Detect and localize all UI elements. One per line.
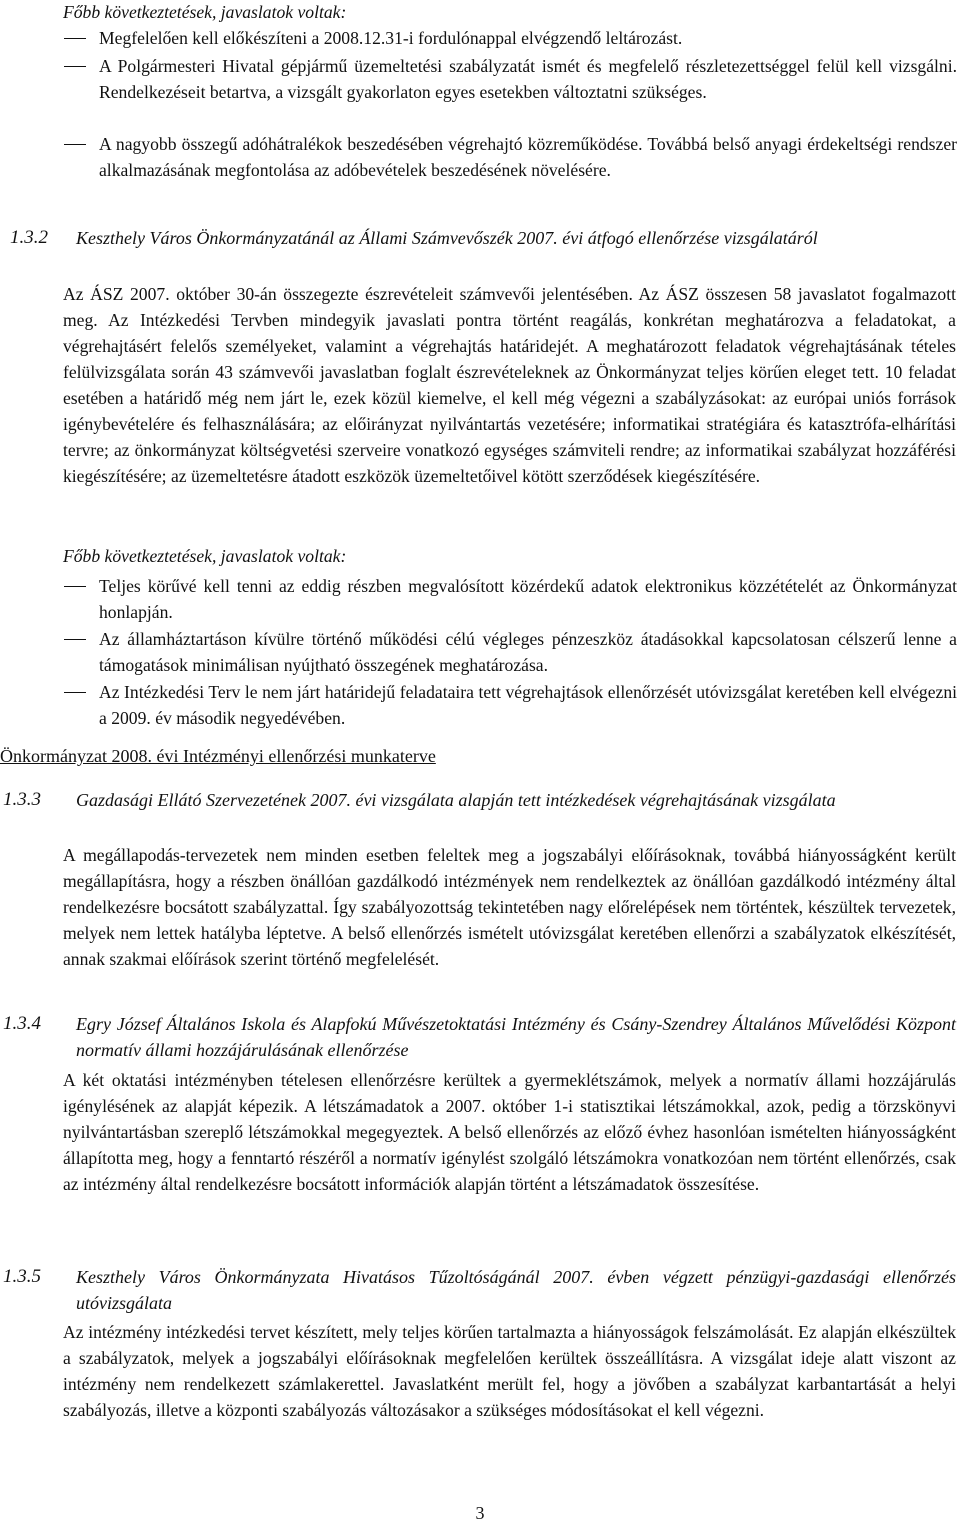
list-item-text: A nagyobb összegű adóhátralékok beszedésében végrehajtó közreműködése. Továbbá belső anyagi érdekeltségi rendszer alkalmazásának megfontolása az adóbevételek beszedésének növelésére. [99, 134, 957, 180]
list-item-text: Az Intézkedési Terv le nem járt határidejű feladataira tett végrehajtások ellenőrzését utóvizsgálat keretében kell elvégezni a 2009. év második negyedévében. [99, 682, 957, 728]
section-body: A megállapodás-tervezetek nem minden esetben feleltek meg a jogszabályi előírásoknak, továbbá hiányosságként került megállapításra, hogy a részben önállóan gazdálkodó intézmények nem rendelkeztek az önállóan gazdálkodó intézmény által rendelkezésre bocsátott szabályzattal. Így szabályozottság tekintetében nagy előrelépések nem történtek, készültek tervezetek, melyek nem lettek hatályba léptetve. A belső ellenőrzés ismételt utóvizsgálat keretében ellenőrzi a szabályzatok elkészítését, annak szakmai előírások szerint történő megfelelését. [63, 845, 956, 969]
page-number: 3 [475, 1503, 485, 1523]
list-item-text: Megfelelően kell előkészíteni a 2008.12.31-i fordulónappal elvégzendő leltározást. [99, 28, 683, 48]
section-number: 1.3.2 [10, 227, 48, 248]
list-item [63, 679, 960, 731]
section-title: Egry József Általános Iskola és Alapfokú Művészetoktatási Intézmény és Csány-Szendrey Általános Művelődési Központ normatív állami hozzájárulásának ellenőrzése [76, 1014, 956, 1060]
list-item [63, 573, 960, 625]
section-body: Az intézmény intézkedési tervet készített, mely teljes körűen tartalmazta a hiányosságok felszámolását. Ez alapján elkészültek a szabályzatok, melyek a jogszabályi előírásoknak megfelelően kerültek összeállításra. A vizsgálat ideje alatt viszont az intézmény nem rendelkezett számlakerettel. Javaslatként merült fel, hogy a jövőben a szabályzat karbantartását a helyi szabályozás, illetve a központi szabályozás változásakor a szükséges módosításokat el kell végezni. [63, 1322, 956, 1420]
section-number: 1.3.5 [3, 1266, 41, 1287]
conclusions-heading: Főbb következtetések, javaslatok voltak: [63, 2, 347, 22]
section-body: A két oktatási intézményben tételesen ellenőrzésre kerültek a gyermeklétszámok, melyek a normatív állami hozzájárulás igénylésének az alapját képezik. A létszámadatok a 2007. október 1-i statisztikai létszámokkal, azok, pedig a törzskönyvi nyilvántartásban szereplő létszámokkal megegyeztek. A belső ellenőrzés az előző évhez hasonlóan ismételten hiányosságként állapította meg, hogy a fenntartó részéről a normatív igénylést szolgáló létszámokra vonatkozóan nem történt ellenőrzés, csak az intézmény által rendelkezésre bocsátott információk alapján történt a létszámadatok összesítése. [63, 1070, 956, 1194]
list-item-text: A Polgármesteri Hivatal gépjármű üzemeltetési szabályzatát ismét és megfelelő részletezettséggel felül kell vizsgálni. Rendelkezéseit betartva, a vizsgált gyakorlaton egyes esetekben változtatni szükséges. [99, 56, 957, 102]
section-number: 1.3.3 [3, 789, 41, 810]
list-item-text: Teljes körűvé kell tenni az eddig részben megvalósított közérdekű adatok elektronikus közzétételét az Önkormányzat honlapján. [99, 576, 957, 622]
conclusions-heading: Főbb következtetések, javaslatok voltak: [63, 546, 347, 566]
list-item [63, 626, 960, 678]
section-body: Az ÁSZ 2007. október 30-án összegezte észrevételeit számvevői jelentésében. Az ÁSZ összesen 58 javaslatot fogalmazott meg. Az Intézkedési Tervben mindegyik javaslati pontra történt reagálás, konkrétan meghatározva a feladatokat, a végrehajtásért felelős személyeket, valamint a végrehajtás határidejét. A meghatározott feladatok végrehajtásának tételes felülvizsgálata során 43 számvevői javaslatban foglalt észrevételeknek az Önkormányzat teljes körűen eleget tett. 10 feladat esetében a határidő még nem járt le, ezek közül kiemelve, el kell még végezni a szabályzásokat: az európai uniós források igénybevételére és felhasználására; az előirányzat nyilvántartás vezetésére; informatikai stratégiára és katasztrófa-elhárítási tervre; az önkormányzat költségvetési szerveire vonatkozó egységes számviteli rendre; az informatikai szabályzat hozzáférési kiegészítésére; az üzemeltetésre átadott eszközök üzemeltetőivel kötött szerződések kiegészítésére. [63, 284, 956, 486]
section-title: Keszthely Város Önkormányzatánál az Állami Számvevőszék 2007. évi átfogó ellenőrzése vizsgálatáról [76, 228, 818, 248]
list-item-text: Az államháztartáson kívülre történő működési célú végleges pénzeszköz átadásokkal kapcsolatosan célszerű lenne a támogatások minimálisan nyújtható összegének meghatározása. [99, 629, 957, 675]
workplan-title: Önkormányzat 2008. évi Intézményi ellenőrzési munkaterve [0, 746, 436, 766]
section-number: 1.3.4 [3, 1013, 41, 1034]
section-title: Keszthely Város Önkormányzata Hivatásos Tűzoltóságánál 2007. évben végzett pénzügyi-gazdasági ellenőrzés utóvizsgálata [76, 1267, 956, 1313]
list-item [63, 25, 960, 51]
list-item [63, 53, 960, 105]
list-item [63, 131, 960, 183]
section-title: Gazdasági Ellátó Szervezetének 2007. évi vizsgálata alapján tett intézkedések végrehajtásának vizsgálata [76, 790, 836, 810]
